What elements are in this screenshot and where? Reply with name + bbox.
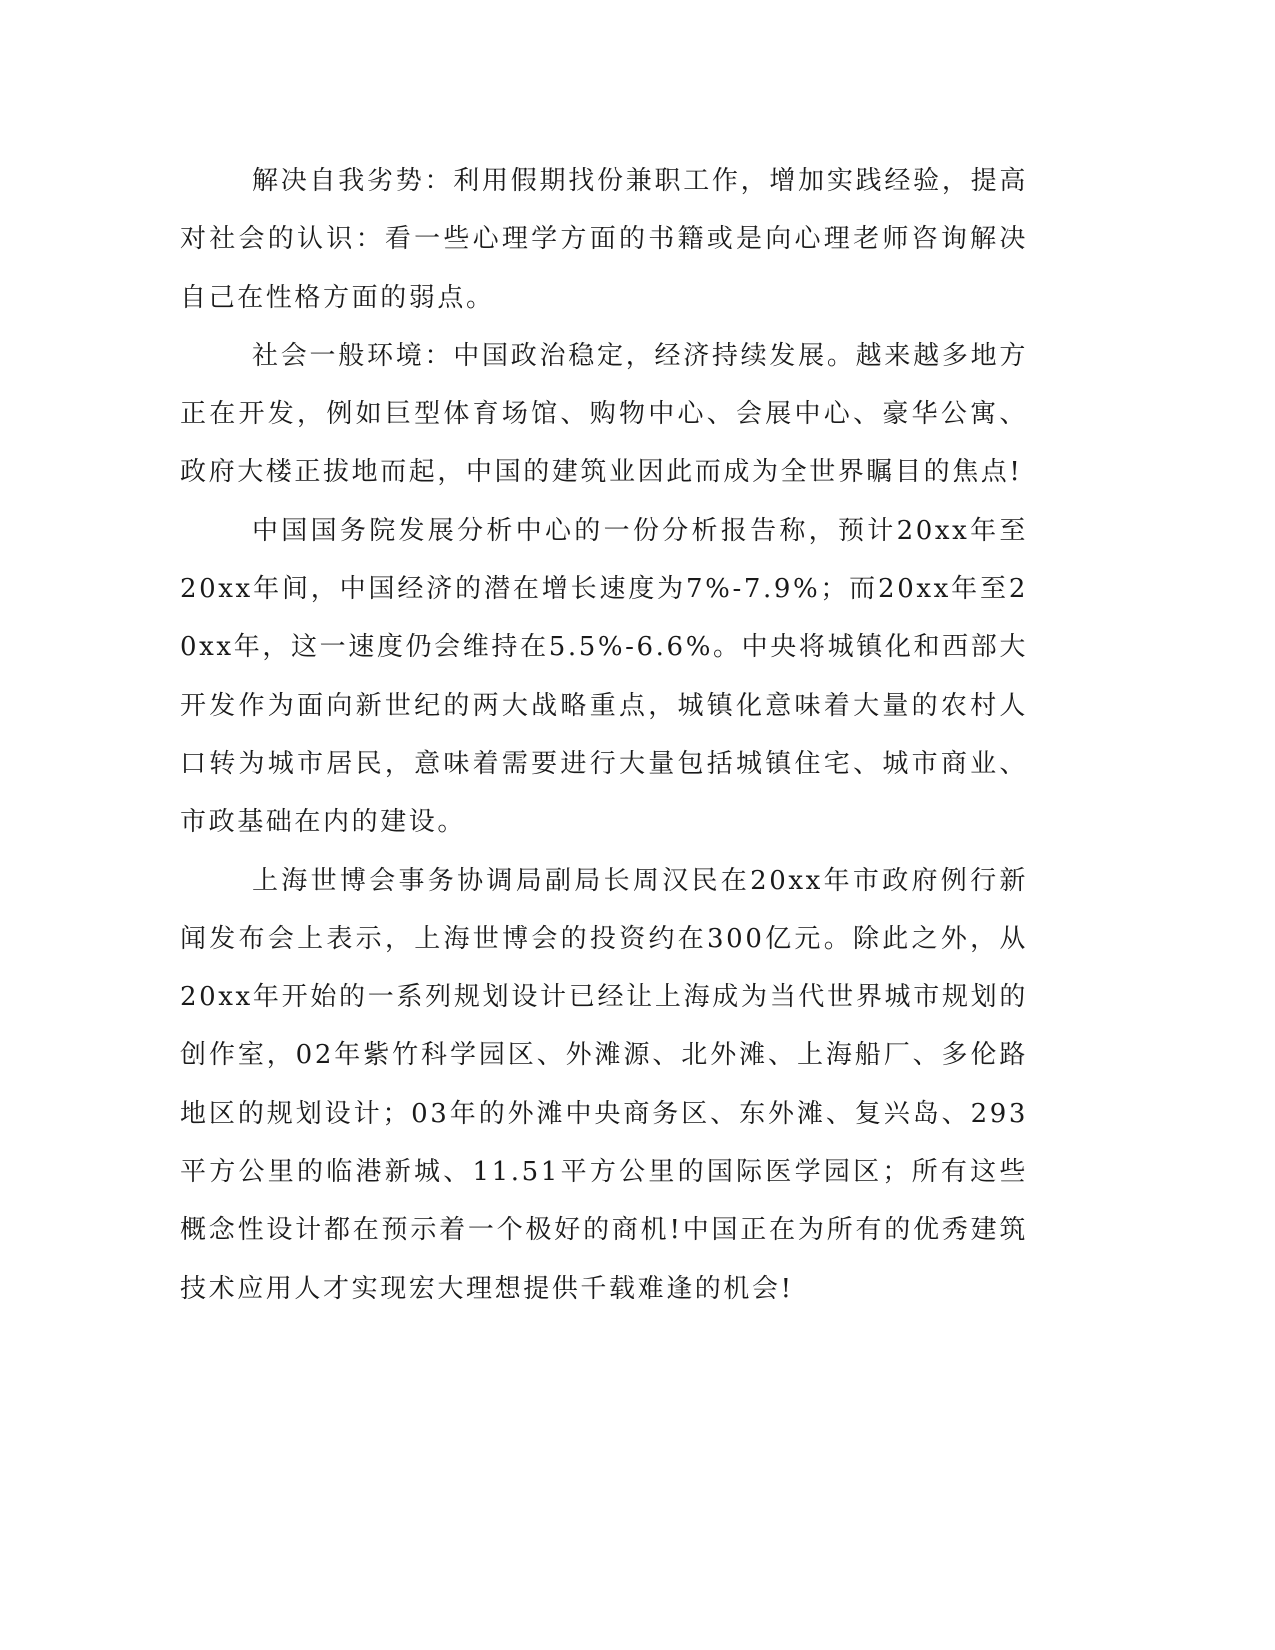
paragraph-shanghai-expo: 上海世博会事务协调局副局长周汉民在20xx年市政府例行新闻发布会上表示，上海世博会的投资约在300亿元。除此之外，从20xx年开始的一系列规划设计已经让上海成为当代世界城市规划的创作室，02年紫竹科学园区、外滩源、北外滩、上海船厂、多伦路地区的规划设计；03年的外滩中央商务区、东外滩、复兴岛、293平方公里的临港新城、11.51平方公里的国际医学园区；所有这些概念性设计都在预示着一个极好的商机!中国正在为所有的优秀建筑技术应用人才实现宏大理想提供千载难逢的机会! xyxy=(180,865,1028,1304)
paragraph-self-weakness: 解决自我劣势：利用假期找份兼职工作，增加实践经验，提高对社会的认识：看一些心理学方面的书籍或是向心理老师咨询解决自己在性格方面的弱点。 xyxy=(180,166,1028,313)
paragraph-social-environment: 社会一般环境：中国政治稳定，经济持续发展。越来越多地方正在开发，例如巨型体育场馆、购物中心、会展中心、豪华公寓、政府大楼正拔地而起，中国的建筑业因此而成为全世界瞩目的焦点! xyxy=(180,340,1028,488)
paragraph-economic-forecast: 中国国务院发展分析中心的一份分析报告称，预计20xx年至20xx年间，中国经济的潜在增长速度为7%-7.9%；而20xx年至20xx年，这一速度仍会维持在5.5%-6.6%。中央将城镇化和西部大开发作为面向新世纪的两大战略重点，城镇化意味着大量的农村人口转为城市居民，意味着需要进行大量包括城镇住宅、城市商业、市政基础在内的建设。 xyxy=(180,515,1028,838)
document-body xyxy=(180,152,1028,1318)
